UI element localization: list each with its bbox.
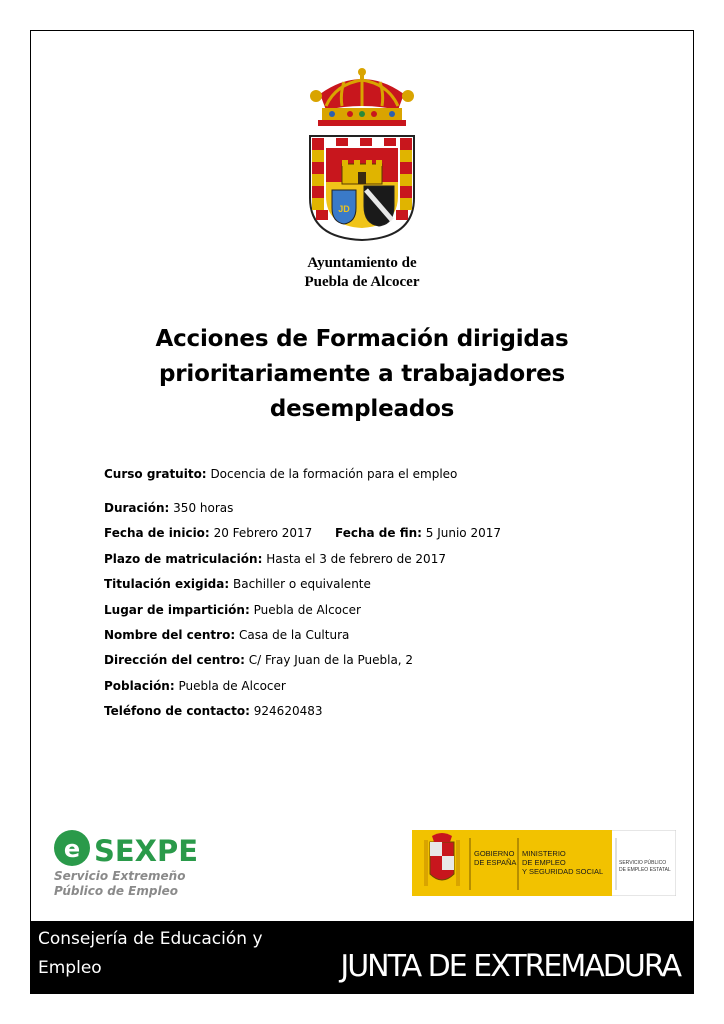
- curso-row: [104, 467, 457, 481]
- plazo-value: Hasta el 3 de febrero de 2017: [266, 552, 446, 566]
- gobierno-espana-logo: [412, 830, 676, 896]
- titulacion-row: [104, 577, 371, 591]
- inicio-label: Fecha de inicio:: [104, 526, 210, 540]
- ministerio-line-1: MINISTERIO: [522, 849, 566, 858]
- footer-bar: [30, 921, 694, 994]
- fechas-row: [104, 526, 664, 540]
- duracion-row: [104, 501, 233, 515]
- ministerio-line-2: DE EMPLEO: [522, 858, 566, 867]
- titulacion-value: Bachiller o equivalente: [233, 577, 371, 591]
- lugar-value: Puebla de Alcocer: [253, 603, 361, 617]
- plazo-row: [104, 552, 446, 566]
- curso-value: Docencia de la formación para el empleo: [210, 467, 458, 481]
- fin-group: [335, 526, 501, 540]
- servicio-line-1: SERVICIO PÚBLICO: [619, 860, 667, 866]
- fin-value: 5 Junio 2017: [425, 526, 501, 540]
- centro-label: Nombre del centro:: [104, 628, 236, 642]
- direccion-row: [104, 653, 413, 667]
- direccion-value: C/ Fray Juan de la Puebla, 2: [248, 653, 414, 667]
- sexpe-sub-1: Servicio Extremeño: [54, 869, 186, 883]
- title-line-3: desempleados: [269, 396, 455, 422]
- sexpe-name: SEXPE: [94, 834, 198, 868]
- gobierno-line-2: DE ESPAÑA: [474, 858, 517, 867]
- gobierno-line-1: GOBIERNO: [474, 849, 515, 858]
- duracion-label: Duración:: [104, 501, 170, 515]
- consejeria-text: Consejería de Educación y Empleo: [38, 929, 263, 978]
- junta-extremadura-wordmark: JUNTA DE EXTREMADURA: [340, 949, 680, 984]
- page-title: [0, 322, 724, 427]
- svg-text:JD: JD: [338, 204, 350, 214]
- titulacion-label: Titulación exigida:: [104, 577, 230, 591]
- lugar-row: [104, 603, 361, 617]
- duracion-value: 350 horas: [173, 501, 234, 515]
- fin-label: Fecha de fin:: [335, 526, 422, 540]
- sexpe-e-mark: e: [63, 835, 81, 863]
- centro-row: [104, 628, 349, 642]
- lugar-label: Lugar de impartición:: [104, 603, 250, 617]
- telefono-row: [104, 704, 323, 718]
- poblacion-row: [104, 679, 286, 693]
- servicio-line-2: DE EMPLEO ESTATAL: [619, 867, 671, 873]
- sexpe-sub-2: Público de Empleo: [54, 884, 178, 898]
- direccion-label: Dirección del centro:: [104, 653, 245, 667]
- ministerio-line-3: Y SEGURIDAD SOCIAL: [522, 867, 604, 876]
- centro-value: Casa de la Cultura: [238, 628, 350, 642]
- poblacion-value: Puebla de Alcocer: [178, 679, 286, 693]
- sexpe-logo: [52, 828, 202, 898]
- poblacion-label: Población:: [104, 679, 175, 693]
- telefono-value: 924620483: [253, 704, 323, 718]
- telefono-label: Teléfono de contacto:: [104, 704, 250, 718]
- inicio-value: 20 Febrero 2017: [213, 526, 313, 540]
- municipal-coat-of-arms: [306, 66, 418, 242]
- ayuntamiento-line-2: Puebla de Alcocer: [304, 274, 420, 290]
- plazo-label: Plazo de matriculación:: [104, 552, 263, 566]
- ayuntamiento-line-1: Ayuntamiento de: [307, 255, 417, 271]
- title-line-1: Acciones de Formación dirigidas: [155, 326, 569, 352]
- title-line-2: prioritariamente a trabajadores: [159, 361, 565, 387]
- ayuntamiento-heading: [0, 254, 724, 292]
- curso-label: Curso gratuito:: [104, 467, 207, 481]
